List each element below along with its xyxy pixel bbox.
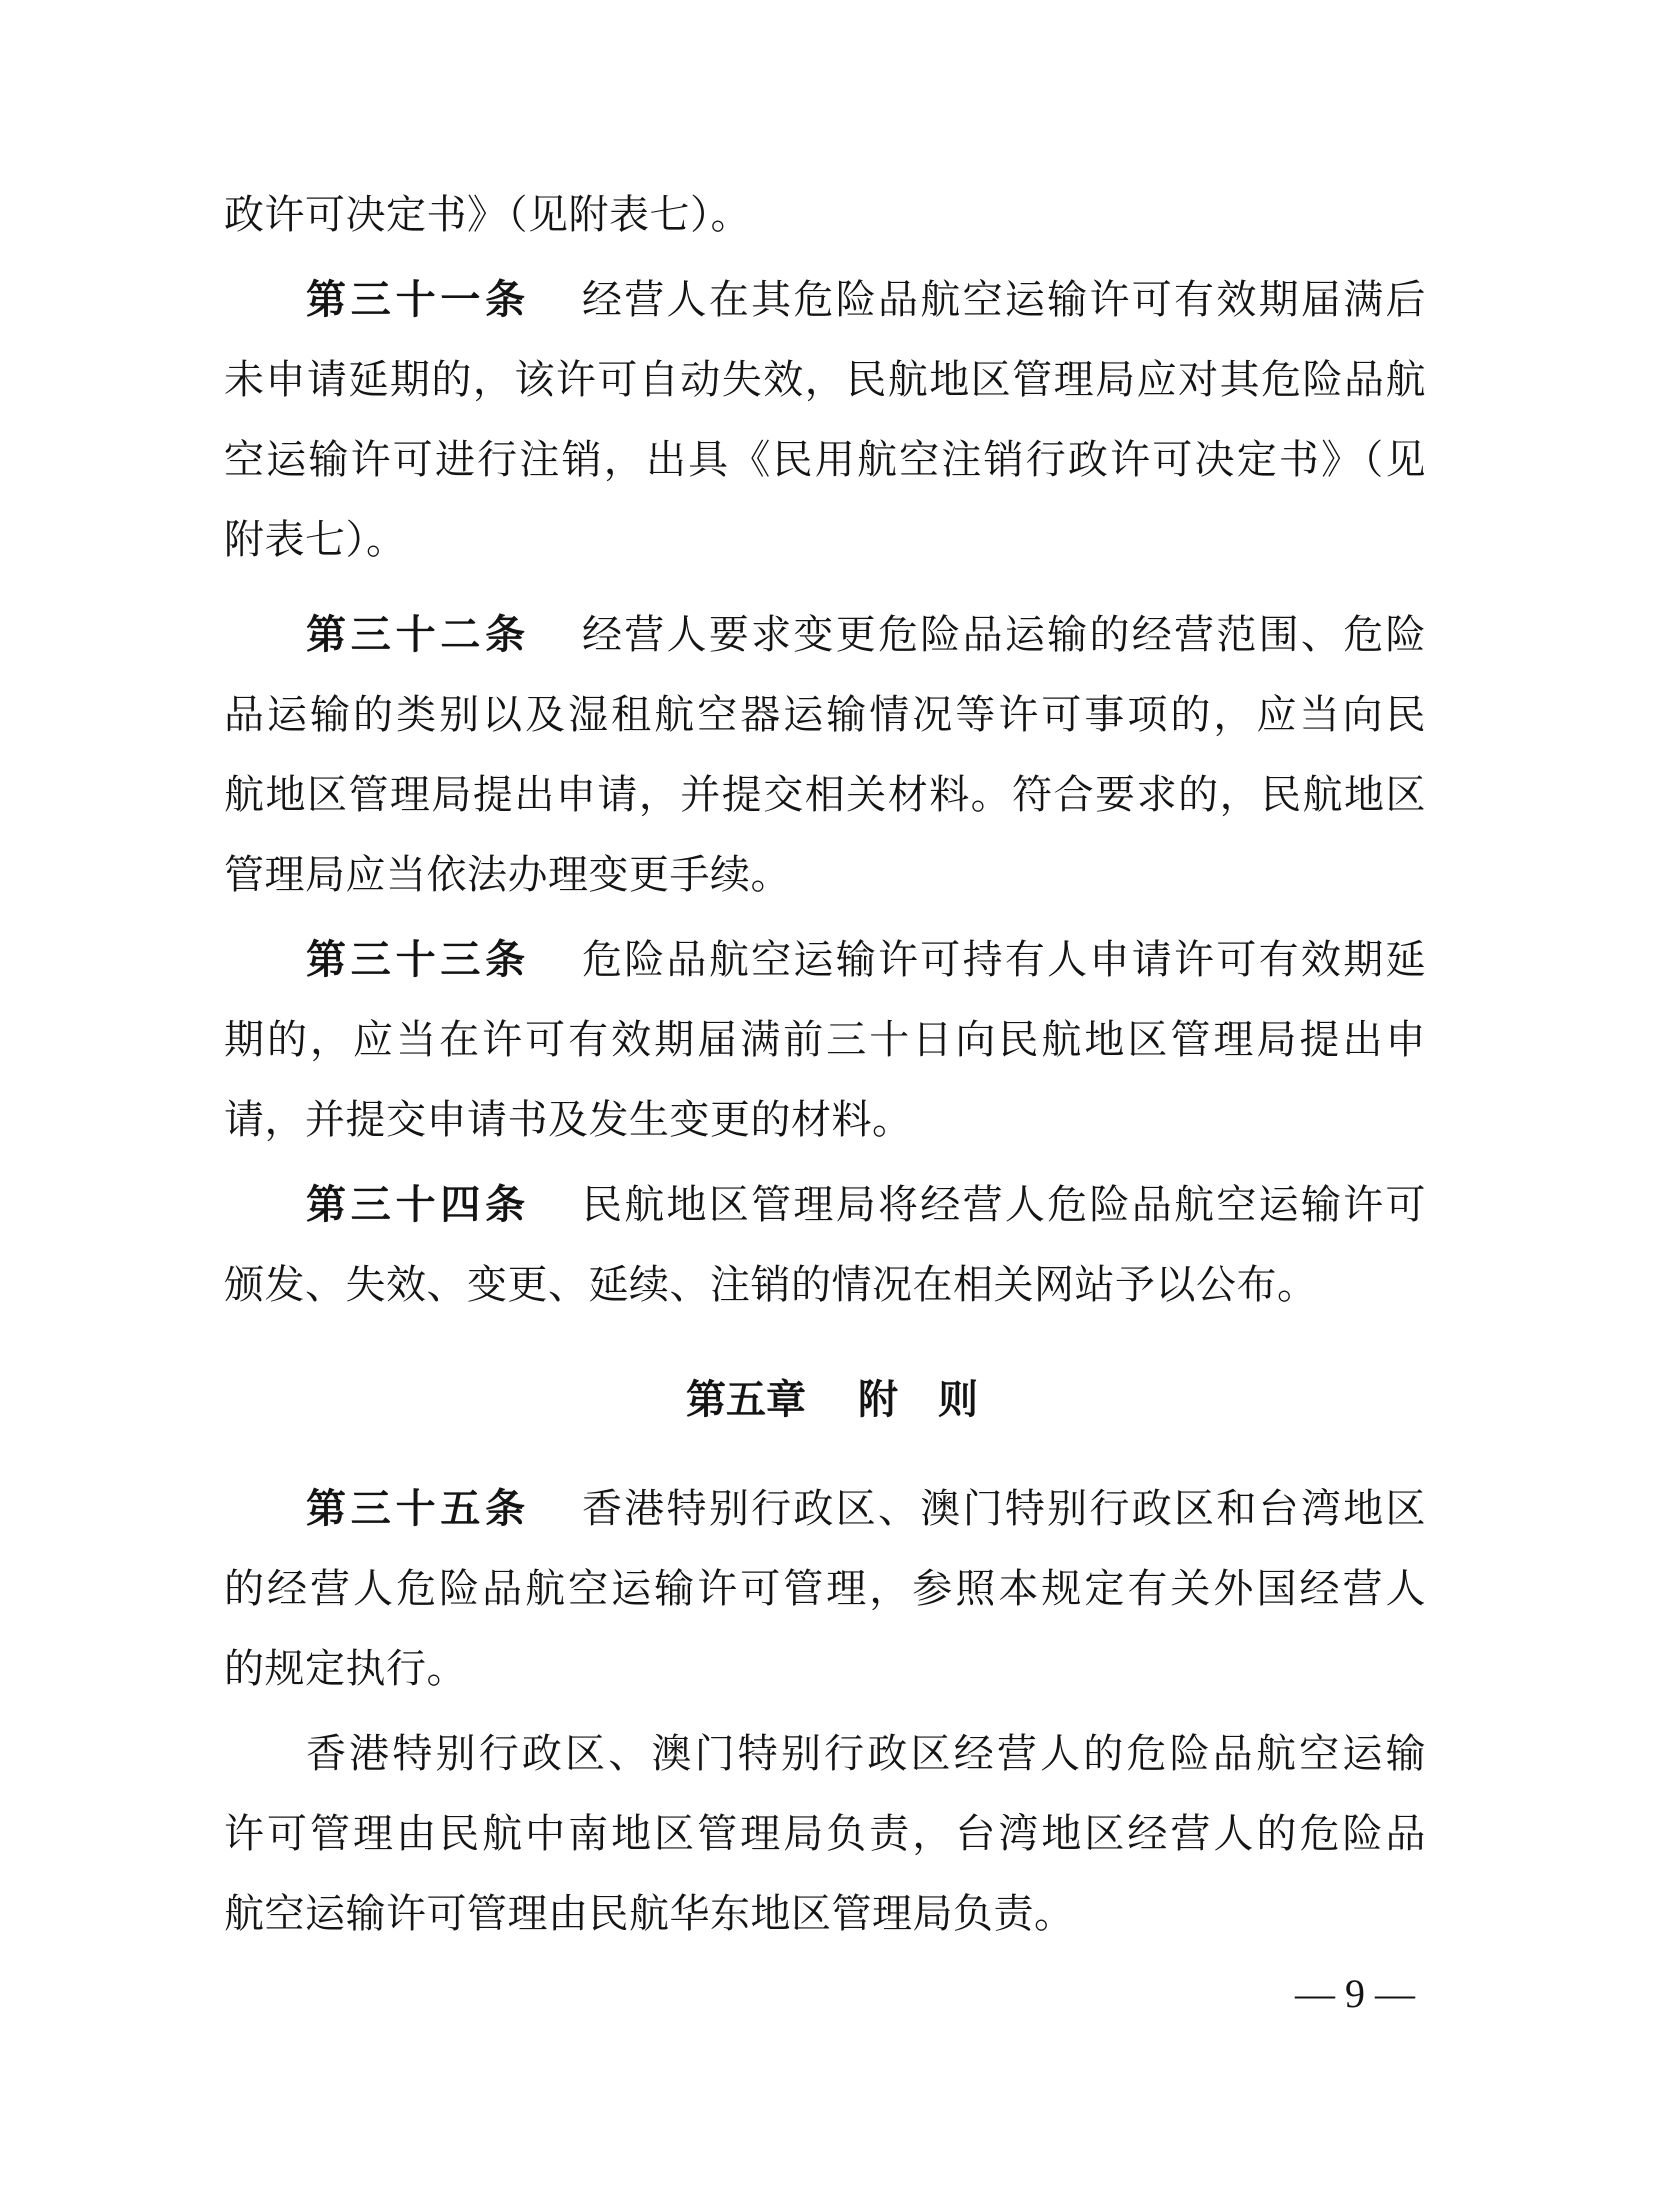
article-35-line: 第三十五条 香港特别行政区、澳门特别行政区和台湾地区	[306, 1486, 1427, 1532]
article-33-line: 第三十三条 危险品航空运输许可持有人申请许可有效期延	[306, 937, 1427, 983]
text-line: 的规定执行。	[224, 1646, 467, 1692]
text-line: 香港特别行政区、澳门特别行政区经营人的危险品航空运输	[306, 1731, 1426, 1777]
article-31-label: 第三十一条	[306, 277, 530, 323]
page-number: — 9 —	[1295, 1971, 1415, 2016]
text-line: 航地区管理局提出申请，并提交相关材料。符合要求的，民航地区	[224, 772, 1426, 818]
text-line: 请，并提交申请书及发生变更的材料。	[224, 1097, 913, 1143]
text-line: 航空运输许可管理由民航华东地区管理局负责。	[224, 1891, 1075, 1937]
article-31-line: 第三十一条 经营人在其危险品航空运输许可有效期届满后	[306, 277, 1427, 323]
text-line: 未申请延期的，该许可自动失效，民航地区管理局应对其危险品航	[224, 357, 1426, 403]
text-line: 期的，应当在许可有效期届满前三十日向民航地区管理局提出申	[224, 1017, 1426, 1063]
text-line: 空运输许可进行注销，出具《民用航空注销行政许可决定书》（见	[224, 437, 1426, 483]
text-line: 的经营人危险品航空运输许可管理，参照本规定有关外国经营人	[224, 1566, 1426, 1612]
chapter-heading	[0, 1374, 1664, 1426]
chapter-number: 第五章	[686, 1377, 806, 1423]
text-line: 品运输的类别以及湿租航空器运输情况等许可事项的，应当向民	[224, 692, 1426, 738]
article-34-line: 第三十四条 民航地区管理局将经营人危险品航空运输许可	[306, 1182, 1427, 1228]
text-line: 政许可决定书》（见附表七）。	[224, 192, 751, 238]
text-line: 许可管理由民航中南地区管理局负责，台湾地区经营人的危险品	[224, 1811, 1426, 1857]
article-32-label: 第三十二条	[306, 612, 530, 658]
article-33-label: 第三十三条	[306, 937, 530, 983]
text-line: 附表七）。	[224, 517, 407, 563]
article-35-label: 第三十五条	[306, 1486, 530, 1532]
chapter-title: 附 则	[858, 1377, 978, 1423]
article-34-label: 第三十四条	[306, 1182, 530, 1228]
text-line: 颁发、失效、变更、延续、注销的情况在相关网站予以公布。	[224, 1262, 1318, 1308]
article-32-line: 第三十二条 经营人要求变更危险品运输的经营范围、危险	[306, 612, 1427, 658]
text-line: 管理局应当依法办理变更手续。	[224, 852, 791, 898]
